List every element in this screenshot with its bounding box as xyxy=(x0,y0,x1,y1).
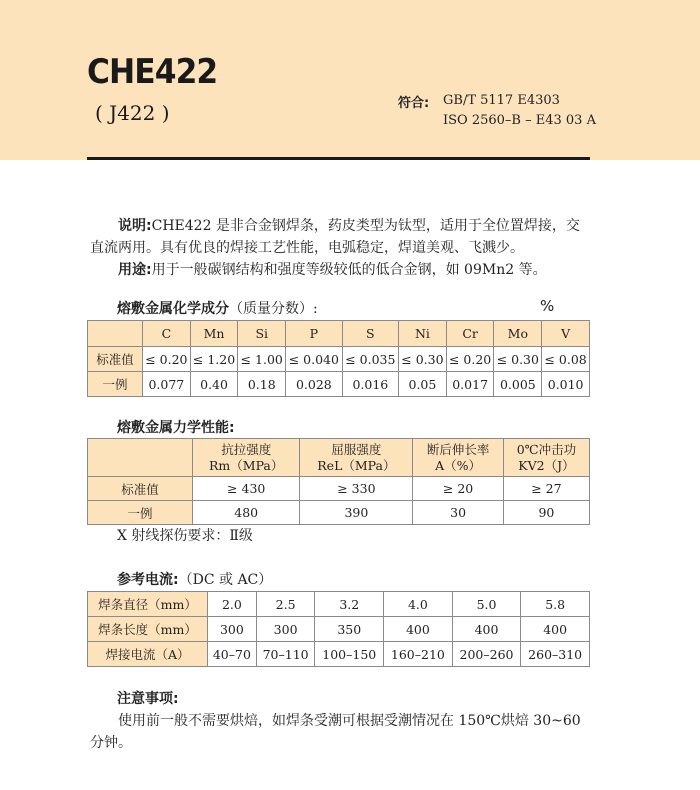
mechanical-value-cell: 480 xyxy=(193,501,300,525)
mechanical-value-cell: ≥ 27 xyxy=(503,477,589,501)
mechanical-value-cell: 90 xyxy=(503,501,589,525)
chemistry-heading xyxy=(117,298,318,318)
chemistry-header-cell: C xyxy=(143,321,191,347)
chemistry-header-row xyxy=(88,321,590,347)
chemistry-value-cell: ≤ 1.00 xyxy=(238,347,286,372)
chemistry-row-label: 一例 xyxy=(88,372,143,397)
chemistry-value-cell: 0.017 xyxy=(446,372,494,397)
usage-paragraph xyxy=(90,259,590,281)
mechanical-corner-cell xyxy=(88,439,193,477)
current-value-cell: 300 xyxy=(208,617,257,642)
current-value-cell: 5.8 xyxy=(521,592,590,617)
description-text: CHE422 是非合金钢焊条，药皮类型为钛型，适用于全位置焊接，交直流两用。具有优良的焊接工艺性能，电弧稳定，焊道美观、飞溅少。 xyxy=(90,218,580,256)
mechanical-header-row xyxy=(88,439,590,477)
mechanical-value-cell: ≥ 330 xyxy=(300,477,413,501)
current-value-cell: 400 xyxy=(452,617,521,642)
current-row-label: 焊接电流（A） xyxy=(88,642,208,667)
standards-list xyxy=(443,91,596,131)
notes-paragraph xyxy=(90,710,590,754)
mechanical-value-cell: ≥ 430 xyxy=(193,477,300,501)
chemistry-row xyxy=(88,347,590,372)
mechanical-header-cell xyxy=(193,439,300,477)
mechanical-header-name: 断后伸长率 xyxy=(426,441,490,457)
chemistry-header-cell: Si xyxy=(238,321,286,347)
current-value-cell: 400 xyxy=(384,617,453,642)
chemistry-title: 熔敷金属化学成分 xyxy=(117,301,229,317)
notes-title: 注意事项: xyxy=(117,691,179,707)
mechanical-header-cell xyxy=(503,439,589,477)
chemistry-unit: % xyxy=(540,297,555,315)
chemistry-value-cell: 0.05 xyxy=(399,372,447,397)
current-row xyxy=(88,592,590,617)
chemistry-note: （质量分数）: xyxy=(229,301,318,317)
standard-label: 符合: xyxy=(398,96,430,111)
mechanical-header-cell xyxy=(413,439,504,477)
chemistry-row-label: 标准值 xyxy=(88,347,143,372)
chemistry-value-cell: 0.028 xyxy=(286,372,342,397)
current-value-cell: 100–150 xyxy=(315,642,384,667)
chemistry-row xyxy=(88,372,590,397)
mechanical-header-unit: A（%） xyxy=(435,457,482,473)
current-value-cell: 350 xyxy=(315,617,384,642)
current-value-cell: 300 xyxy=(256,617,315,642)
mechanical-header-name: 抗拉强度 xyxy=(221,441,272,457)
current-row-label: 焊条直径（mm） xyxy=(88,592,208,617)
mechanical-header-cell xyxy=(300,439,413,477)
chemistry-value-cell: 0.010 xyxy=(542,372,590,397)
chemistry-header-cell: Ni xyxy=(399,321,447,347)
current-value-cell: 5.0 xyxy=(452,592,521,617)
mechanical-header-unit: ReL（MPa） xyxy=(317,457,396,473)
chemistry-header-cell: P xyxy=(286,321,342,347)
current-value-cell: 2.0 xyxy=(208,592,257,617)
mechanical-heading: 熔敷金属力学性能: xyxy=(117,420,235,436)
chemistry-value-cell: ≤ 0.040 xyxy=(286,347,342,372)
chemistry-value-cell: ≤ 0.20 xyxy=(143,347,191,372)
chemistry-header-cell: Cr xyxy=(446,321,494,347)
current-value-cell: 400 xyxy=(521,617,590,642)
current-value-cell: 3.2 xyxy=(315,592,384,617)
current-value-cell: 200–260 xyxy=(452,642,521,667)
chemistry-value-cell: 0.016 xyxy=(342,372,398,397)
chemistry-value-cell: ≤ 0.30 xyxy=(494,347,542,372)
mechanical-row-label: 一例 xyxy=(88,501,193,525)
product-alias: ( J422 ) xyxy=(95,101,170,125)
mechanical-header-unit: KV2（J） xyxy=(518,457,575,473)
chemistry-value-cell: ≤ 0.20 xyxy=(446,347,494,372)
product-title: CHE422 xyxy=(87,52,218,92)
usage-text: 用于一般碳钢结构和强度等级较低的低合金钢，如 09Mn2 等。 xyxy=(151,262,547,278)
current-table xyxy=(87,591,590,667)
standard-iso: ISO 2560–B – E43 03 A xyxy=(443,113,596,128)
description-label: 说明: xyxy=(118,218,152,234)
chemistry-value-cell: 0.18 xyxy=(238,372,286,397)
chemistry-header-cell: Mn xyxy=(190,321,238,347)
current-value-cell: 2.5 xyxy=(256,592,315,617)
chemistry-value-cell: 0.40 xyxy=(190,372,238,397)
chemistry-value-cell: 0.077 xyxy=(143,372,191,397)
mechanical-header-name: 屈服强度 xyxy=(331,441,382,457)
chemistry-value-cell: 0.005 xyxy=(494,372,542,397)
mechanical-value-cell: 30 xyxy=(413,501,504,525)
chemistry-table xyxy=(87,320,590,397)
current-value-cell: 260–310 xyxy=(521,642,590,667)
chemistry-value-cell: ≤ 0.30 xyxy=(399,347,447,372)
current-value-cell: 4.0 xyxy=(384,592,453,617)
mechanical-header-unit: Rm（MPa） xyxy=(209,457,284,473)
current-note: （DC 或 AC） xyxy=(178,572,273,588)
chemistry-header-cell: Mo xyxy=(494,321,542,347)
mechanical-row xyxy=(88,501,590,525)
current-value-cell: 70–110 xyxy=(256,642,315,667)
notes-text: 使用前一般不需要烘焙，如焊条受潮可根据受潮情况在 150℃烘焙 30~60 分钟。 xyxy=(90,713,581,751)
chemistry-header-cell: S xyxy=(342,321,398,347)
chemistry-header-cell: V xyxy=(542,321,590,347)
chemistry-value-cell: ≤ 1.20 xyxy=(190,347,238,372)
mechanical-row-label: 标准值 xyxy=(88,477,193,501)
mechanical-value-cell: ≥ 20 xyxy=(413,477,504,501)
current-heading xyxy=(117,569,272,589)
usage-label: 用途: xyxy=(118,262,152,278)
current-title: 参考电流: xyxy=(117,572,179,588)
chemistry-value-cell: ≤ 0.08 xyxy=(542,347,590,372)
header-rule xyxy=(87,157,590,160)
mechanical-table xyxy=(87,438,590,525)
current-value-cell: 160–210 xyxy=(384,642,453,667)
chemistry-header-cell xyxy=(88,321,143,347)
standard-gb: GB/T 5117 E4303 xyxy=(443,93,560,108)
chemistry-value-cell: ≤ 0.035 xyxy=(342,347,398,372)
current-row xyxy=(88,617,590,642)
current-row xyxy=(88,642,590,667)
xray-requirement: X 射线探伤要求：Ⅱ级 xyxy=(117,528,253,544)
mechanical-header-name: 0℃冲击功 xyxy=(516,441,577,457)
description-paragraph xyxy=(90,215,590,259)
current-value-cell: 40–70 xyxy=(208,642,257,667)
mechanical-value-cell: 390 xyxy=(300,501,413,525)
mechanical-row xyxy=(88,477,590,501)
current-row-label: 焊条长度（mm） xyxy=(88,617,208,642)
